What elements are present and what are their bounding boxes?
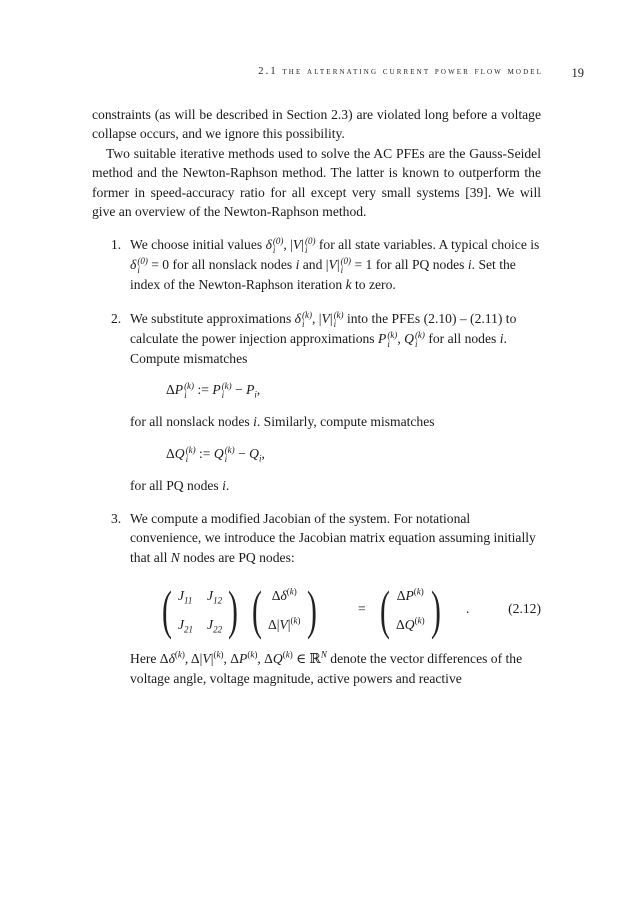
text-run: for all nodes	[424, 330, 500, 346]
text-run: We compute a modified Jacobian of the system. For notational convenience, we introduce the Jacobian matrix equation assuming initially that all	[130, 511, 536, 565]
text-run: We substitute approximations	[130, 310, 295, 326]
list-number: 2.	[111, 310, 122, 326]
text-run: for all PQ nodes	[130, 477, 223, 493]
text-block	[130, 476, 541, 495]
equation-dQ: ΔQ (k) i := Q (k) i − $Q_i$,	[166, 444, 265, 464]
equation-number: (2.12)	[508, 601, 541, 617]
math-delta-i0: δ	[265, 237, 272, 253]
math-zero: 0	[162, 257, 170, 273]
period: .	[466, 601, 470, 617]
text-run: for all state variables. A typical choice is	[315, 237, 540, 253]
vector-cells: ΔP$^{(k)}$ ΔQ$^{(k)}$	[395, 586, 425, 633]
text-run: .	[225, 477, 230, 493]
math-i: i	[499, 330, 504, 346]
list-item-3	[92, 509, 541, 688]
list-number: 3.	[111, 511, 122, 527]
sup-sub: (0) i	[137, 256, 148, 276]
running-title: 2.1 the alternating current power flow model	[258, 66, 543, 77]
sup-sub: (0) i	[304, 236, 316, 256]
text-run: and	[299, 257, 326, 273]
jacobian-matrix	[158, 581, 242, 639]
equation-dP: ΔP (k) i := P (k) i − $P_i$,	[166, 381, 261, 401]
math-i: i	[222, 477, 226, 493]
paragraph-1: constraints (as will be described in Section 2.3) are violated long before a voltage collapse occurs, and we ignore this possibility.	[92, 107, 541, 142]
list-item-1: 1. We choose initial values δ (0) i , |V| (0) i for all state variables. A typical choice is δ (0) i = 0 for all nonslack nodes i and |V| (0) i = 1 for all PQ nodes i. Set the index of the Newton-Raphson iteration k to zero.	[111, 236, 540, 293]
text-block: Here $\Delta\delta^{(k)}$, $\Delta|V|^{(k)}$, ΔP$^{(k)}$, ΔQ$^{(k)}$ ∈ ℝ$^N$ denote the vector differences of the voltage angle, voltage magnitude, active powers and reactive	[130, 649, 523, 686]
right-paren: )	[306, 580, 317, 641]
body-text	[92, 105, 541, 702]
state-vector	[248, 581, 320, 639]
left-paren: (	[162, 580, 172, 641]
math-i: i	[295, 257, 300, 273]
left-paren: (	[380, 580, 390, 641]
sup-sub: (k) i	[301, 309, 312, 329]
text-run: for all nonslack nodes	[130, 414, 254, 430]
page-number: 19	[571, 66, 584, 80]
mismatch-vector	[376, 581, 445, 639]
list-number: 1.	[111, 237, 122, 253]
sup-sub: (k) i	[333, 309, 344, 329]
text-run: into the PFEs (2.10) – (2.11) to calculate the power injection approximations	[130, 310, 517, 346]
sup-sub: (0) i	[340, 256, 352, 276]
math-k: k	[345, 277, 352, 293]
math-i: i	[253, 414, 257, 430]
text-run: . Compute mismatches	[130, 330, 507, 366]
math-i: i	[467, 257, 472, 273]
right-paren: )	[430, 580, 441, 641]
text-run: for all nonslack nodes	[169, 257, 296, 273]
text-run: . Set the index of the Newton-Raphson iteration	[130, 257, 516, 293]
matrix-cells: $J_{11}$ $J_{12}$ $J_{21}$ $J_{22}$	[177, 587, 223, 635]
text-run: . Similarly, compute mismatches	[256, 414, 435, 430]
text-run: We choose initial values	[130, 237, 266, 253]
equals-sign: =	[358, 601, 366, 617]
paragraph-2: Two suitable iterative methods used to solve the AC PFEs are the Gauss-Seidel method and the Newton-Raphson method. The latter is known to outperform the former in speed-accuracy ratio for all except very small systems [39]. We will give an overview of the Newton-Raphson method.	[92, 145, 541, 220]
text-run: denote the vector differences of the voltage angle, voltage magnitude, active powers and reactive	[130, 651, 523, 686]
sup-sub: (k) i	[414, 329, 425, 349]
left-paren: (	[252, 580, 262, 641]
sup-sub: (0) i	[272, 236, 284, 256]
math-one: 1	[365, 257, 373, 273]
procedure-list	[92, 235, 541, 688]
text-run: to zero.	[351, 277, 396, 293]
text-run: for all PQ nodes	[372, 257, 468, 273]
vector-cells: $\Delta\delta^{(k)}$ $\Delta|V|^{(k)}$	[267, 586, 301, 633]
math-N: N	[170, 549, 180, 565]
page-header	[92, 66, 584, 84]
right-paren: )	[228, 580, 239, 641]
text-run: nodes are PQ nodes:	[179, 549, 295, 565]
text-block	[130, 412, 541, 431]
sup-sub: (k) i	[387, 329, 398, 349]
jacobian-equation	[130, 581, 541, 641]
list-item-2: 2. We substitute approximations δ (k) i , |V| (k) i into the PFEs (2.10) – (2.11) to calculate the power injection approximations P (k) i , Q (k) i for all nodes i. Compute mismatches ΔP (k) i := P (k) i − $P_i$, for all nonslack nodes i. Similarly, compute mismatches ΔQ (k) i := Q (k) i − $Q_i$, for all PQ nodes i.	[92, 309, 541, 495]
